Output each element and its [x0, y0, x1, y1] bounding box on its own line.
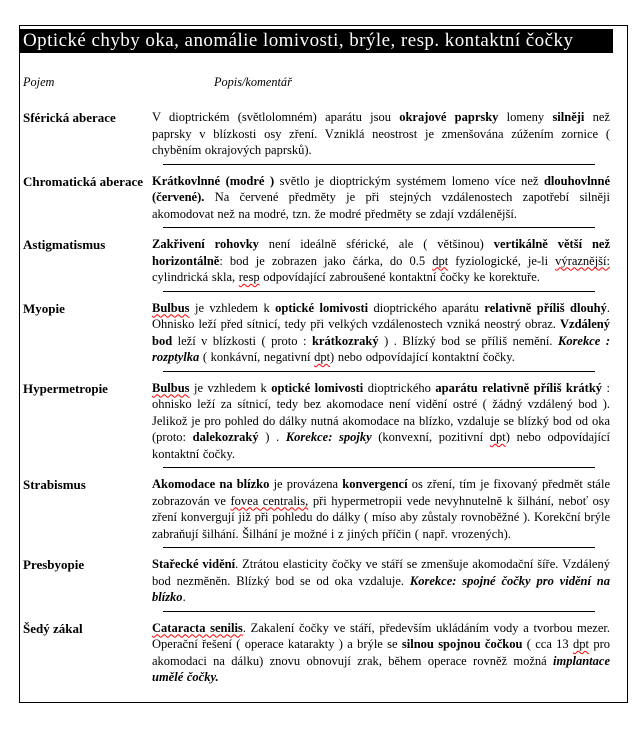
term-label: Hypermetropie: [23, 380, 108, 396]
text-run: lomeny: [498, 110, 553, 124]
text-run: ) .: [258, 430, 286, 444]
document-page: [19, 25, 628, 703]
text-run: Krátkovlnné (modré ): [152, 173, 275, 188]
title-bar: [20, 29, 613, 53]
description-cell: [152, 236, 610, 300]
description-cell: [152, 620, 610, 686]
misspelled-text-run: fovea centralis,: [230, 493, 309, 508]
text-run: dlouhovlnné (červené).: [152, 173, 610, 204]
misspelled-text-run: dpt: [489, 430, 506, 444]
description-text: [152, 620, 610, 686]
text-run: světlo je dioptrickým systémem lomeno více než: [274, 173, 544, 188]
text-run: relativně příliš dlouhý: [484, 300, 607, 315]
text-run: je vzhledem k: [189, 300, 276, 315]
term-label: Myopie: [23, 300, 65, 316]
description-text: [152, 556, 610, 606]
text-run: Akomodace na blízko: [152, 477, 270, 491]
text-run: (konvexní, pozitivní: [371, 430, 490, 444]
description-cell: [152, 380, 610, 477]
table-row: [23, 109, 612, 173]
term-label: Sférická aberace: [23, 110, 116, 125]
text-run: ) nebo odpovídající kontaktní čočky.: [330, 350, 515, 364]
row-separator: [163, 611, 595, 612]
text-run: Na červené předměty je při stejných vzdálenostech zapotřebí silněji akomodovat než na modré, tzn. že modré předměty se zdají vzdálenější.: [152, 190, 610, 221]
text-run: aparátu relativně příliš krátký: [435, 380, 603, 395]
row-separator: [163, 227, 595, 228]
column-header-description: Popis/komentář: [214, 75, 292, 89]
term-label: Šedý zákal: [23, 620, 83, 636]
text-run: . Zakalení čočky ve stáří, především ukládáním vody a tvorbou mezer. Operační řešení ( operace katarakty ) a brýle se: [152, 620, 610, 651]
text-run: dalekozraký: [192, 430, 259, 444]
text-run: : ohnisko leží za sítnicí, tedy bez akomodace není vidění ostré ( žádný vzdálený bod ). Jelikož je pro pohled do dálky nutná akomodace na blízko, vzdaluje se blízký bod od oka (proto:: [152, 380, 610, 444]
text-run: okrajové paprsky: [399, 110, 499, 124]
misspelled-text-run: dpt: [432, 253, 449, 268]
text-run: V dioptrickém (světlolomném) aparátu jsou: [152, 110, 400, 124]
text-run: Stařecké vidění: [152, 557, 236, 571]
column-header-term: Pojem: [23, 75, 55, 89]
row-separator: [163, 547, 595, 548]
row-separator: [163, 467, 595, 468]
column-headers: [20, 75, 627, 91]
text-run: než paprsky v blízkosti osy zření. Vzniklá neostrost je zmenšována zúžením zornice ( chyběním okrajových paprsků).: [152, 110, 610, 157]
text-run: .: [182, 590, 186, 604]
text-run: dioptrického aparátu: [368, 300, 485, 315]
text-run: je provázena: [269, 477, 343, 491]
term-label: Strabismus: [23, 477, 86, 492]
text-run: os zření, tím je fixovaný předmět stále zobrazován ve: [152, 477, 610, 508]
text-run: odpovídající zabroušené kontaktní čočky ke korektuře.: [259, 270, 540, 284]
text-run: při hypermetropii vede nevyhnutelně k šilhání, neboť osy zření konvergují již při pohledu do dálky ( míso aby zůstaly rovnoběžné ). Korekční brýle zabraňují šilhání. Šilhání je možné i z jiných příčin ( např. vrozených).: [152, 493, 610, 541]
text-run: silnou spojnou čočkou: [401, 637, 523, 651]
table-body: [23, 109, 612, 686]
text-run: krátkozraký: [311, 333, 379, 348]
description-text: [152, 173, 610, 223]
term-label: Chromatická aberace: [23, 173, 143, 189]
row-separator: [163, 371, 595, 372]
row-separator: [163, 164, 595, 165]
document-title: Optické chyby oka, anomálie lomivosti, brýle, resp. kontaktní čočky: [23, 30, 574, 51]
table-row: [23, 300, 612, 380]
text-run: : bod je zobrazen jako čárka, do 0.5: [219, 253, 433, 268]
misspelled-text-run: Bulbus: [152, 300, 190, 315]
misspelled-text-run: dpt: [314, 350, 331, 364]
text-run: ) . Blízký bod se příliš nemění.: [378, 333, 558, 348]
text-run: Korekce: spojné čočky pro vidění na blízko: [152, 573, 610, 604]
text-run: leží v blízkosti ( proto :: [172, 333, 312, 348]
text-run: Zakřivení rohovky: [152, 237, 259, 251]
text-run: ) nebo odpovídající kontaktní čočky.: [152, 430, 610, 461]
description-text: [152, 109, 610, 159]
misspelled-text-run: Cataracta senilis: [152, 620, 243, 635]
misspelled-text-run: výraznější:: [555, 253, 610, 268]
text-run: Vzdálený bod: [152, 317, 610, 348]
description-cell: [152, 300, 610, 380]
text-run: je vzhledem k: [189, 380, 272, 395]
text-run: dioptrického: [363, 380, 436, 395]
description-cell: [152, 476, 610, 556]
misspelled-text-run: resp: [238, 270, 260, 284]
description-text: [152, 380, 610, 463]
table-row: [23, 236, 612, 300]
row-separator: [163, 291, 595, 292]
text-run: Korekce : rozptylka: [152, 333, 610, 364]
table-row: [23, 556, 612, 620]
text-run: . Ohnisko leží před sítnicí, tedy při velkých vzdálenostech vzniká neostrý obraz.: [152, 300, 610, 331]
table-row: [23, 620, 612, 686]
table-row: [23, 173, 612, 237]
text-run: fyziologické, je-li: [448, 253, 556, 268]
text-run: Korekce: spojky: [285, 430, 372, 444]
description-text: [152, 476, 610, 542]
text-run: pro akomodaci na dálku) znovu obnovují zrak, během operace rovněž možná: [152, 637, 610, 668]
text-run: konvergencí: [342, 477, 408, 491]
text-run: ( cca 13: [522, 637, 574, 651]
misspelled-text-run: Bulbus: [152, 380, 190, 395]
text-run: cylindrická skla,: [152, 270, 239, 284]
text-run: ( konkávní, negativní: [199, 350, 315, 364]
term-label: Astigmatismus: [23, 237, 106, 252]
text-run: optické lomivosti: [271, 380, 364, 395]
description-text: [152, 236, 610, 286]
description-text: [152, 300, 610, 366]
description-cell: [152, 109, 610, 173]
text-run: optické lomivosti: [275, 300, 369, 315]
table-row: [23, 476, 612, 556]
text-run: není ideálně sférické, ale ( většinou): [258, 237, 494, 251]
text-run: vertikálně větší než horizontálně: [152, 237, 610, 268]
term-label: Presbyopie: [23, 557, 85, 572]
text-run: silněji: [552, 110, 585, 124]
text-run: implantace umělé čočky.: [152, 653, 610, 684]
description-cell: [152, 556, 610, 620]
description-cell: [152, 173, 610, 237]
text-run: . Ztrátou elasticity čočky ve stáří se zmenšuje akomodační šíře. Vzdálený bod nezměněn. Blízký bod se od oka vzdaluje.: [152, 557, 610, 588]
misspelled-text-run: dpt: [573, 637, 589, 651]
table-row: [23, 380, 612, 477]
